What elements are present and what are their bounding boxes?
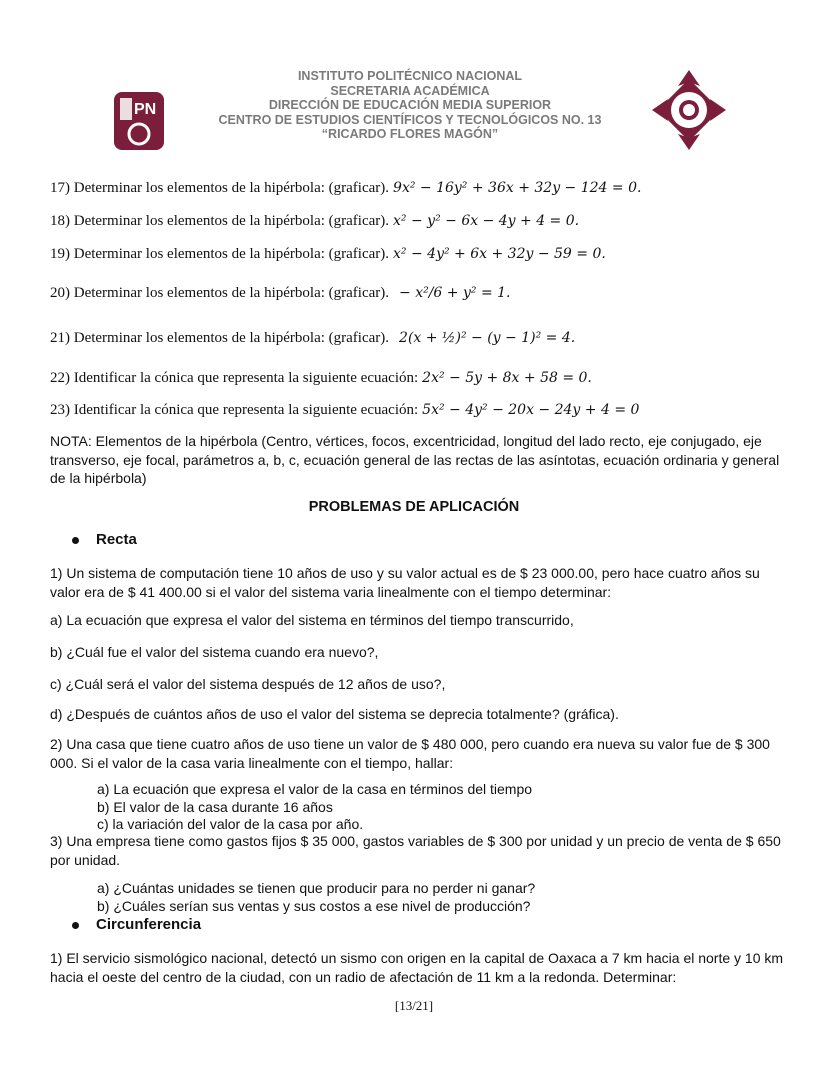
equation: − x²/6 + y² = 1. (399, 285, 511, 301)
problem-text: 17) Determinar los elementos de la hipérbola: (graficar). (50, 180, 390, 196)
institution-header (150, 69, 670, 142)
problem-text: 20) Determinar los elementos de la hipérbola: (graficar). (50, 285, 390, 301)
heading-text: Circunferencia (96, 916, 202, 933)
recta-problem-2: 2) Una casa que tiene cuatro años de uso tiene un valor de $ 480 000, pero cuando era nueva su valor fue de $ 300 000. Si el valor de la casa varia linealmente con el tiempo, hallar: (50, 736, 770, 771)
heading-text: Recta (96, 531, 137, 548)
problem-19 (50, 244, 606, 264)
header-line: “RICARDO FLORES MAGÓN” (321, 127, 499, 141)
equation: x² − y² − 6x − 4y + 4 = 0. (393, 213, 580, 229)
problem-21 (50, 328, 575, 348)
recta-problem-3: 3) Una empresa tiene como gastos fijos $ 35 000, gastos variables de $ 300 por unidad y un precio de venta de $ 650 por unidad. (50, 833, 781, 868)
bullet-icon (72, 537, 79, 544)
list-item: a) ¿Cuántas unidades se tienen que producir para no perder ni ganar? (97, 880, 536, 896)
list-item: c) la variación del valor de la casa por año. (97, 816, 364, 832)
problem-text: 21) Determinar los elementos de la hipérbola: (graficar). (50, 330, 390, 346)
recta-problem-1: 1) Un sistema de computación tiene 10 años de uso y su valor actual es de $ 23 000.00, pero hace cuatro años su valor era de $ 41 400.00 si el valor del sistema varia linealmente con el tiempo determinar: (50, 565, 760, 600)
problem-18 (50, 211, 579, 231)
recta-p3-list (97, 880, 535, 915)
page-number: [13/21] (394, 998, 434, 1013)
bullet-icon (72, 922, 79, 929)
header-line: CENTRO DE ESTUDIOS CIENTÍFICOS Y TECNOLÓGICOS NO. 13 (218, 112, 602, 127)
recta-p2-list (97, 781, 532, 834)
recta-item: d) ¿Después de cuántos años de uso el valor del sistema se deprecia totalmente? (gráfica). (50, 706, 619, 722)
section-title: PROBLEMAS DE APLICACIÓN (308, 499, 520, 515)
equation: x² − 4y² + 6x + 32y − 59 = 0. (393, 246, 606, 262)
problem-22 (50, 368, 592, 388)
svg-text:PN: PN (134, 101, 157, 118)
equation: 5x² − 4y² − 20x − 24y + 4 = 0 (422, 402, 640, 418)
list-item: b) El valor de la casa durante 16 años (97, 798, 333, 815)
heading-circunferencia (72, 916, 201, 933)
list-item: a) La ecuación que expresa el valor de la casa en términos del tiempo (97, 781, 533, 797)
equation: 9x² − 16y² + 36x + 32y − 124 = 0. (393, 180, 642, 196)
heading-recta (72, 531, 137, 548)
problem-text: 19) Determinar los elementos de la hipérbola: (graficar). (50, 246, 390, 262)
problem-text: 18) Determinar los elementos de la hipérbola: (graficar). (50, 213, 390, 229)
equation: 2x² − 5y + 8x + 58 = 0. (422, 370, 592, 386)
recta-item: b) ¿Cuál fue el valor del sistema cuando era nuevo?, (50, 644, 379, 660)
header-line: DIRECCIÓN DE EDUCACIÓN MEDIA SUPERIOR (268, 98, 552, 112)
equation: 2(x + ½)² − (y − 1)² = 4. (399, 330, 576, 346)
header-line: SECRETARIA ACADÉMICA (330, 83, 490, 98)
recta-item: c) ¿Cuál será el valor del sistema después de 12 años de uso?, (50, 676, 446, 692)
circunferencia-problem-1: 1) El servicio sismológico nacional, detectó un sismo con origen en la capital de Oaxaca a 7 km hacia el norte y 10 km hacia el oeste del centro de la ciudad, con un radio de afectación de 11 km a la redonda. Determinar: (50, 950, 784, 985)
problem-23 (50, 400, 639, 420)
problem-text: 23) Identificar la cónica que representa la siguiente ecuación: (50, 402, 419, 418)
nota: NOTA: Elementos de la hipérbola (Centro, vértices, focos, excentricidad, longitud del lado recto, eje conjugado, eje transverso, eje focal, parámetros a, b, c, ecuación general de las rectas de las asíntotas, ecuación ordinaria y general de la hipérbola) (50, 433, 780, 486)
problem-20 (50, 283, 510, 303)
problem-17 (50, 178, 641, 198)
problem-text: 22) Identificar la cónica que representa la siguiente ecuación: (50, 370, 419, 386)
recta-item: a) La ecuación que expresa el valor del sistema en términos del tiempo transcurrido, (50, 612, 574, 628)
list-item: b) ¿Cuáles serían sus ventas y sus costos a ese nivel de producción? (97, 897, 531, 914)
header-line: INSTITUTO POLITÉCNICO NACIONAL (297, 69, 523, 83)
